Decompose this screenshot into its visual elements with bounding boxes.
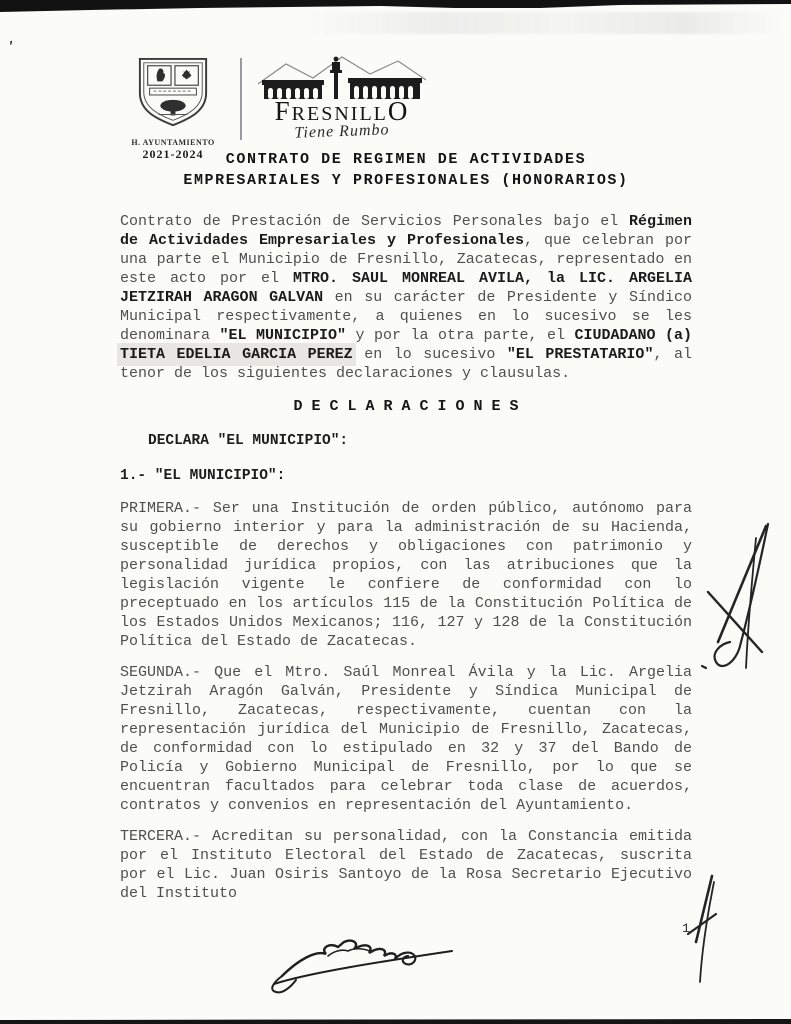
clause-primera: PRIMERA.- Ser una Institución de orden público, autónomo para su gobierno interior y para la administración de su Hacienda, susceptible de derechos y obligaciones con patrimonio y personalidad jurídica propios, con las atribuciones que la legislación vigente le confiere de conformidad con lo preceptuado en los artículos 115 de la Constitución Política de los Estados Unidos Mexicanos; 116, 127 y 128 de la Constitución Política del Estado de Zacatecas.: [120, 500, 692, 650]
declara-municipio-heading: DECLARA "EL MUNICIPIO":: [148, 433, 349, 449]
logo-tagline: Tiene Rumbo: [294, 121, 390, 142]
scan-smudge: [300, 12, 780, 34]
logo-city-name: FRESNILLO: [274, 96, 410, 126]
page-number: 1: [682, 921, 690, 936]
contract-title: [120, 149, 692, 191]
intro-paragraph: Contrato de Prestación de Servicios Personales bajo el Régimen de Actividades Empresariales y Profesionales, que celebran por una parte el Municipio de Fresnillo, Zacatecas, representado en este acto por el MTRO. SAUL MONREAL AVILA, la LIC. ARGELIA JETZIRAH ARAGON GALVAN en su carácter de Presidente y Síndico Municipal respectivamente, a quienes en lo sucesivo se les denominara "EL MUNICIPIO" y por la otra parte, el CIUDADANO (a) TIETA EDELIA GARCIA PEREZ en lo sucesivo "EL PRESTATARIO", al tenor de los siguientes declaraciones y clausulas.: [120, 213, 693, 382]
signature-center: [268, 918, 458, 1000]
signature-margin-rubric: [692, 520, 788, 678]
contract-title-line1: CONTRATO DE REGIMEN DE ACTIVIDADES: [225, 151, 587, 168]
scan-edge-bottom: [0, 1016, 791, 1024]
scan-speck: ’: [7, 39, 18, 55]
header-divider: [240, 58, 242, 140]
crest-org-label: H. AYUNTAMIENTO: [131, 138, 215, 147]
coat-of-arms-icon: [129, 56, 217, 132]
document-header: [112, 56, 432, 162]
declaraciones-heading: D E C L A R A C I O N E S: [293, 398, 519, 415]
item1-heading: 1.- "EL MUNICIPIO":: [120, 468, 286, 484]
contract-title-line2: EMPRESARIALES Y PROFESIONALES (HONORARIOS): [183, 172, 629, 189]
document-body: [120, 149, 692, 917]
fresnillo-skyline-icon: [258, 54, 426, 100]
fresnillo-logo: [252, 54, 432, 141]
municipal-crest: [112, 56, 234, 162]
clause-segunda: SEGUNDA.- Que el Mtro. Saúl Monreal Ávila y la Lic. Argelia Jetzirah Aragón Galván, Presidente y Síndica Municipal de Fresnillo, Zacatecas, respectivamente, cuentan con la representación jurídica del Municipio de Fresnillo, Zacatecas, de conformidad con lo estipulado en 32 y 37 del Bando de Policía y Gobierno Municipal de Fresnillo, por lo que se encuentran facultados para celebrar toda clase de acuerdos, contratos y convenios en representación del Ayuntamiento.: [120, 664, 692, 814]
crest-term-label: 2021-2024: [142, 147, 204, 161]
clause-tercera: TERCERA.- Acreditan su personalidad, con la Constancia emitida por el Instituto Electoral del Estado de Zacatecas, suscrita por el Lic. Juan Osiris Santoyo de la Rosa Secretario Ejecutivo del Instituto: [120, 828, 692, 902]
